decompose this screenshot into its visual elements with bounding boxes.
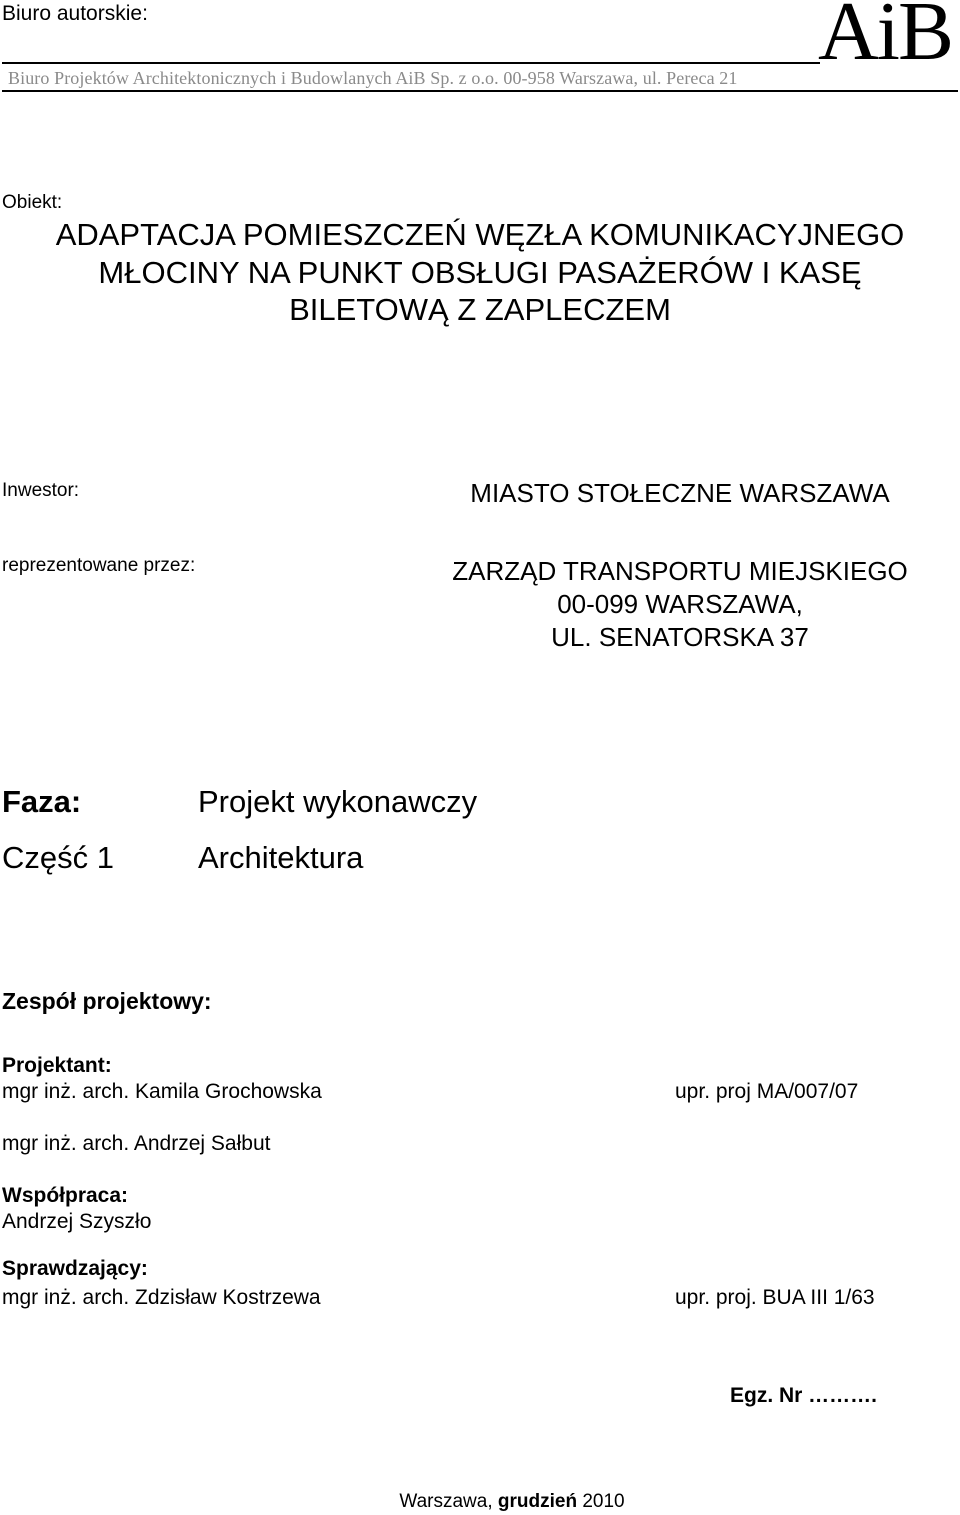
copy-number: Egz. Nr ………. [730,1384,878,1407]
phase-label: Faza: [2,784,82,819]
represented-line-1: ZARZĄD TRANSPORTU MIEJSKIEGO [452,556,908,586]
represented-by-label: reprezentowane przez: [2,555,196,576]
designer-label: Projektant: [2,1054,112,1077]
footer-year: 2010 [577,1491,625,1512]
checker-name: mgr inż. arch. Zdzisław Kostrzewa [2,1286,321,1309]
object-title-line-2: MŁOCINY NA PUNKT OBSŁUGI PASAŻERÓW I KASĘ [98,255,862,290]
header-divider-top [2,62,820,64]
object-label: Obiekt: [2,192,63,213]
phase-value: Projekt wykonawczy [198,784,478,819]
object-title-line-1: ADAPTACJA POMIESZCZEŃ WĘZŁA KOMUNIKACYJNEGO [55,217,905,252]
part-value: Architektura [198,840,364,875]
represented-line-3: UL. SENATORSKA 37 [551,622,809,652]
checker-license: upr. proj. BUA III 1/63 [675,1286,875,1309]
footer-city: Warszawa, [399,1491,498,1512]
investor-label: Inwestor: [2,480,80,501]
object-title-line-3: BILETOWĄ Z ZAPLECZEM [289,292,671,327]
firm-address-line: Biuro Projektów Architektonicznych i Budowlanych AiB Sp. z o.o. 00-958 Warszawa, ul. Pereca 21 [8,68,738,88]
designer-2-name: mgr inż. arch. Andrzej Sałbut [2,1132,271,1155]
part-label: Część 1 [2,840,114,875]
represented-line-2: 00-099 WARSZAWA, [557,589,803,619]
team-heading: Zespół projektowy: [2,988,212,1014]
collaborator-name: Andrzej Szyszło [2,1210,152,1233]
collaboration-label: Współpraca: [2,1184,129,1207]
designer-1-name: mgr inż. arch. Kamila Grochowska [2,1080,322,1103]
aib-logo: AiB [818,0,953,78]
checker-label: Sprawdzający: [2,1257,148,1280]
footer-month: grudzień [497,1491,578,1512]
footer-date [0,1491,960,1513]
investor-value: MIASTO STOŁECZNE WARSZAWA [470,478,890,508]
designer-1-license: upr. proj MA/007/07 [675,1080,859,1103]
header-divider-bottom [2,90,958,92]
office-label: Biuro autorskie: [2,2,148,25]
